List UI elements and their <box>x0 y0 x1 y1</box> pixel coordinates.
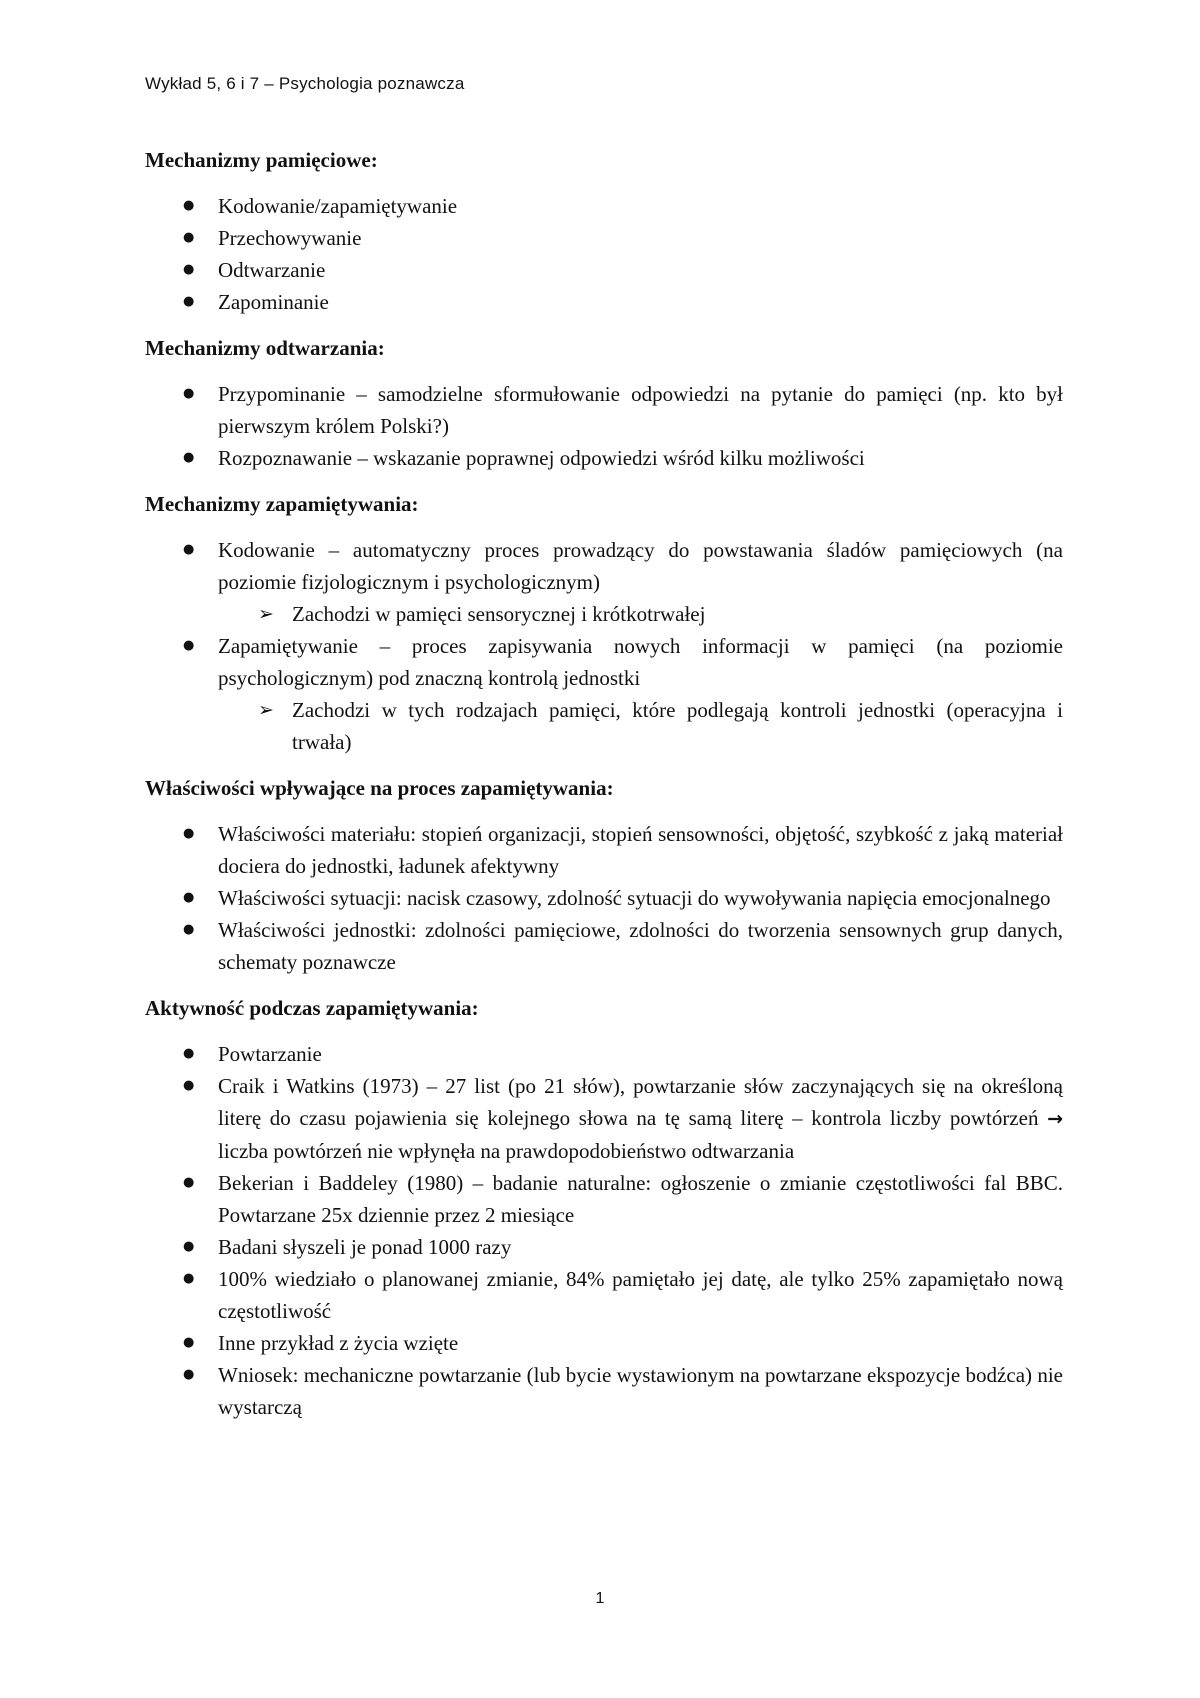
section-title-memory-mechanisms: Mechanizmy pamięciowe: <box>145 148 378 172</box>
list-item <box>145 1070 1063 1167</box>
list-item: ● Inne przykład z życia wzięte <box>145 1327 1063 1359</box>
list-item <box>145 534 1063 630</box>
list-item: ● Właściwości sytuacji: nacisk czasowy, zdolność sytuacji do wywoływania napięcia emocjonalnego <box>145 882 1063 914</box>
memorizing-properties-list <box>145 818 1063 978</box>
list-item: ● Przechowywanie <box>145 222 1063 254</box>
list-item: ● Powtarzanie <box>145 1038 1063 1070</box>
list-item: ● Wniosek: mechaniczne powtarzanie (lub bycie wystawionym na powtarzane ekspozycje bodźca) nie wystarczą <box>145 1359 1063 1423</box>
retrieval-mechanisms-list <box>145 378 1063 474</box>
sub-list-item: ➢ Zachodzi w tych rodzajach pamięci, które podlegają kontroli jednostki (operacyjna i trwała) <box>218 694 1063 758</box>
list-item: ● Zapominanie <box>145 286 1063 318</box>
list-item: ● Kodowanie/zapamiętywanie <box>145 190 1063 222</box>
list-item: ● Bekerian i Baddeley (1980) – badanie naturalne: ogłoszenie o zmianie częstotliwości fal BBC. Powtarzane 25x dziennie przez 2 miesiące <box>145 1167 1063 1231</box>
document-body <box>145 144 1063 1437</box>
list-item: ● Przypominanie – samodzielne sformułowanie odpowiedzi na pytanie do pamięci (np. kto był pierwszym królem Polski?) <box>145 378 1063 442</box>
section-title-memorizing-activity: Aktywność podczas zapamiętywania: <box>145 996 479 1020</box>
list-item: ● 100% wiedziało o planowanej zmianie, 84% pamiętało jej datę, ale tylko 25% zapamiętało nową częstotliwość <box>145 1263 1063 1327</box>
page-number: 1 <box>595 1590 605 1607</box>
list-item: ● Właściwości jednostki: zdolności pamięciowe, zdolności do tworzenia sensownych grup danych, schematy poznawcze <box>145 914 1063 978</box>
list-item-text: Kodowanie – automatyczny proces prowadzący do powstawania śladów pamięciowych (na poziomie fizjologicznym i psychologicznym) <box>218 538 1063 594</box>
sub-list <box>218 598 1063 630</box>
section-title-memorizing-mechanisms: Mechanizmy zapamiętywania: <box>145 492 419 516</box>
memorizing-activity-list <box>145 1038 1063 1423</box>
sub-list-item: ➢ Zachodzi w pamięci sensorycznej i krótkotrwałej <box>218 598 1063 630</box>
memorizing-mechanisms-list <box>145 534 1063 758</box>
craik-watkins-text: Craik i Watkins (1973) – 27 list (po 21 słów), powtarzanie słów zaczynających się na określoną literę do czasu pojawienia się kolejnego słowa na tę samą literę – kontrola liczby powtórzeń <box>218 1074 1063 1130</box>
memory-mechanisms-list <box>145 190 1063 318</box>
section-title-memorizing-properties: Właściwości wpływające na proces zapamiętywania: <box>145 776 614 800</box>
craik-watkins-conclusion: liczba powtórzeń nie wpłynęła na prawdopodobieństwo odtwarzania <box>218 1139 795 1163</box>
page-header: Wykład 5, 6 i 7 – Psychologia poznawcza <box>145 74 465 93</box>
list-item <box>145 630 1063 758</box>
list-item: ● Badani słyszeli je ponad 1000 razy <box>145 1231 1063 1263</box>
list-item: ● Odtwarzanie <box>145 254 1063 286</box>
section-title-retrieval-mechanisms: Mechanizmy odtwarzania: <box>145 336 385 360</box>
arrow-icon: → <box>1047 1108 1063 1130</box>
list-item-text: Zapamiętywanie – proces zapisywania nowych informacji w pamięci (na poziomie psychologicznym) pod znaczną kontrolą jednostki <box>218 634 1063 690</box>
list-item: ● Rozpoznawanie – wskazanie poprawnej odpowiedzi wśród kilku możliwości <box>145 442 1063 474</box>
list-item: ● Właściwości materiału: stopień organizacji, stopień sensowności, objętość, szybkość z jaką materiał dociera do jednostki, ładunek afektywny <box>145 818 1063 882</box>
sub-list <box>218 694 1063 758</box>
